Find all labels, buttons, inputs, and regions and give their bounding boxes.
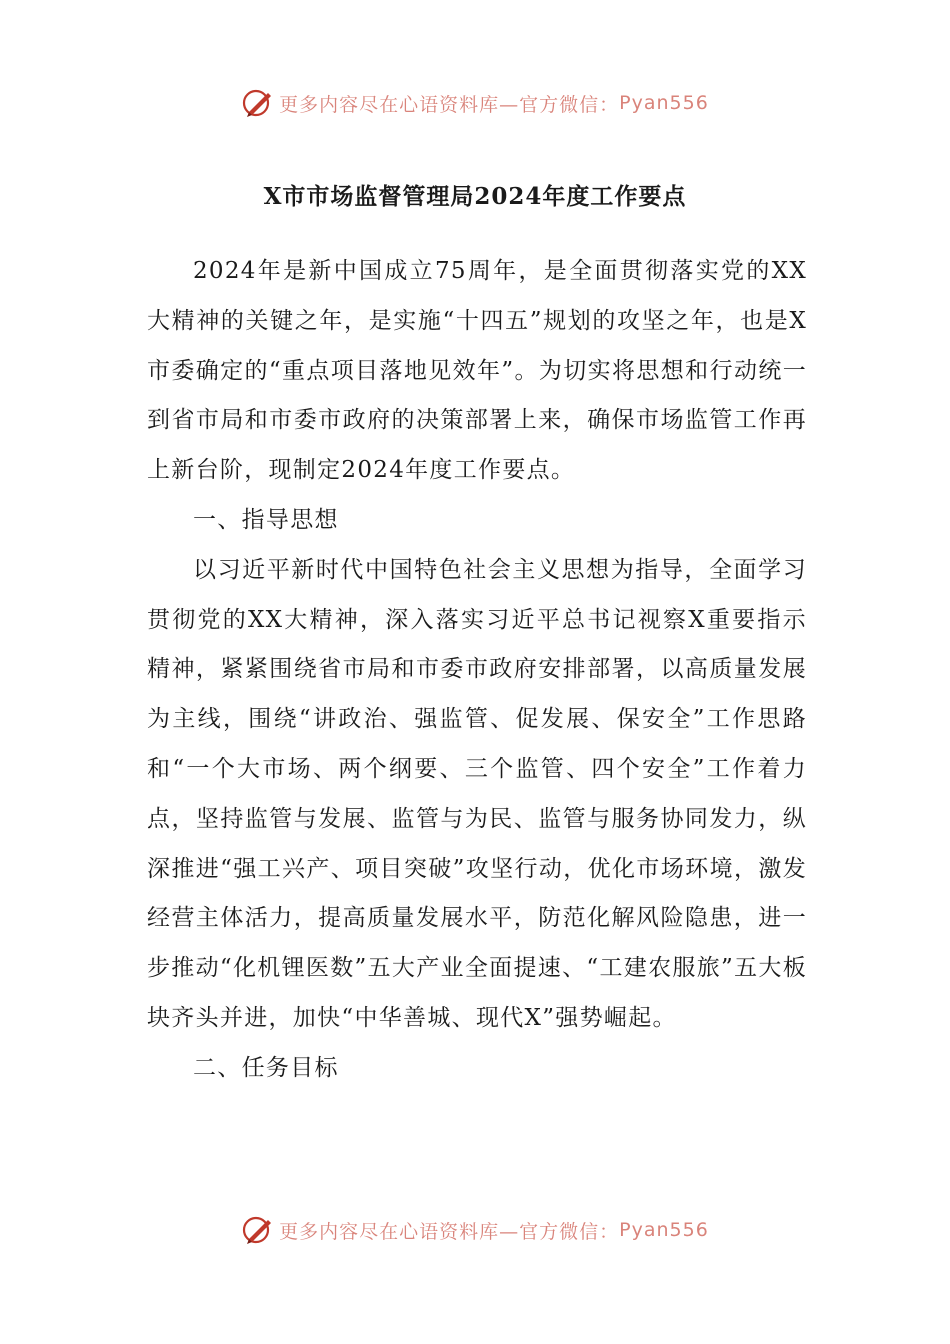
watermark-wechat-id: Pyan556 <box>619 1219 709 1241</box>
guiding-ideology-paragraph: 以习近平新时代中国特色社会主义思想为指导，全面学习贯彻党的XX大精神，深入落实习近平总书记视察X重要指示精神，紧紧围绕省市局和市委市政府安排部署，以高质量发展为主线，围绕“讲政治、强监管、促发展、保安全”工作思路和“一个大市场、两个纲要、三个监管、四个安全”工作着力点，坚持监管与发展、监管与为民、监管与服务协同发力，纵深推进“强工兴产、项目突破”攻坚行动，优化市场环境，激发经营主体活力，提高质量发展水平，防范化解风险隐患，进一步推动“化机锂医数”五大产业全面提速、“工建农服旅”五大板块齐头并进，加快“中华善城、现代X”强势崛起。 <box>147 556 807 1031</box>
pen-in-circle-icon <box>241 86 275 120</box>
section-heading-task-goals: 二、任务目标 <box>193 1054 339 1081</box>
footer-watermark <box>0 1213 950 1247</box>
document-title: X市市场监督管理局2024年度工作要点 <box>263 183 687 210</box>
intro-paragraph: 2024年是新中国成立75周年，是全面贯彻落实党的XX大精神的关键之年，是实施“十四五”规划的攻坚之年，也是X市委确定的“重点项目落地见效年”。为切实将思想和行动统一到省市局和市委市政府的决策部署上来，确保市场监管工作再上新台阶，现制定2024年度工作要点。 <box>147 258 807 484</box>
watermark-text: 更多内容尽在心语资料库—官方微信： <box>279 93 620 116</box>
watermark-text: 更多内容尽在心语资料库—官方微信： <box>279 1220 620 1243</box>
header-watermark <box>0 86 950 120</box>
watermark-wechat-id: Pyan556 <box>619 92 709 114</box>
pen-in-circle-icon <box>241 1213 275 1247</box>
document-body <box>147 247 807 1094</box>
section-heading-guiding-ideology: 一、指导思想 <box>193 506 339 533</box>
